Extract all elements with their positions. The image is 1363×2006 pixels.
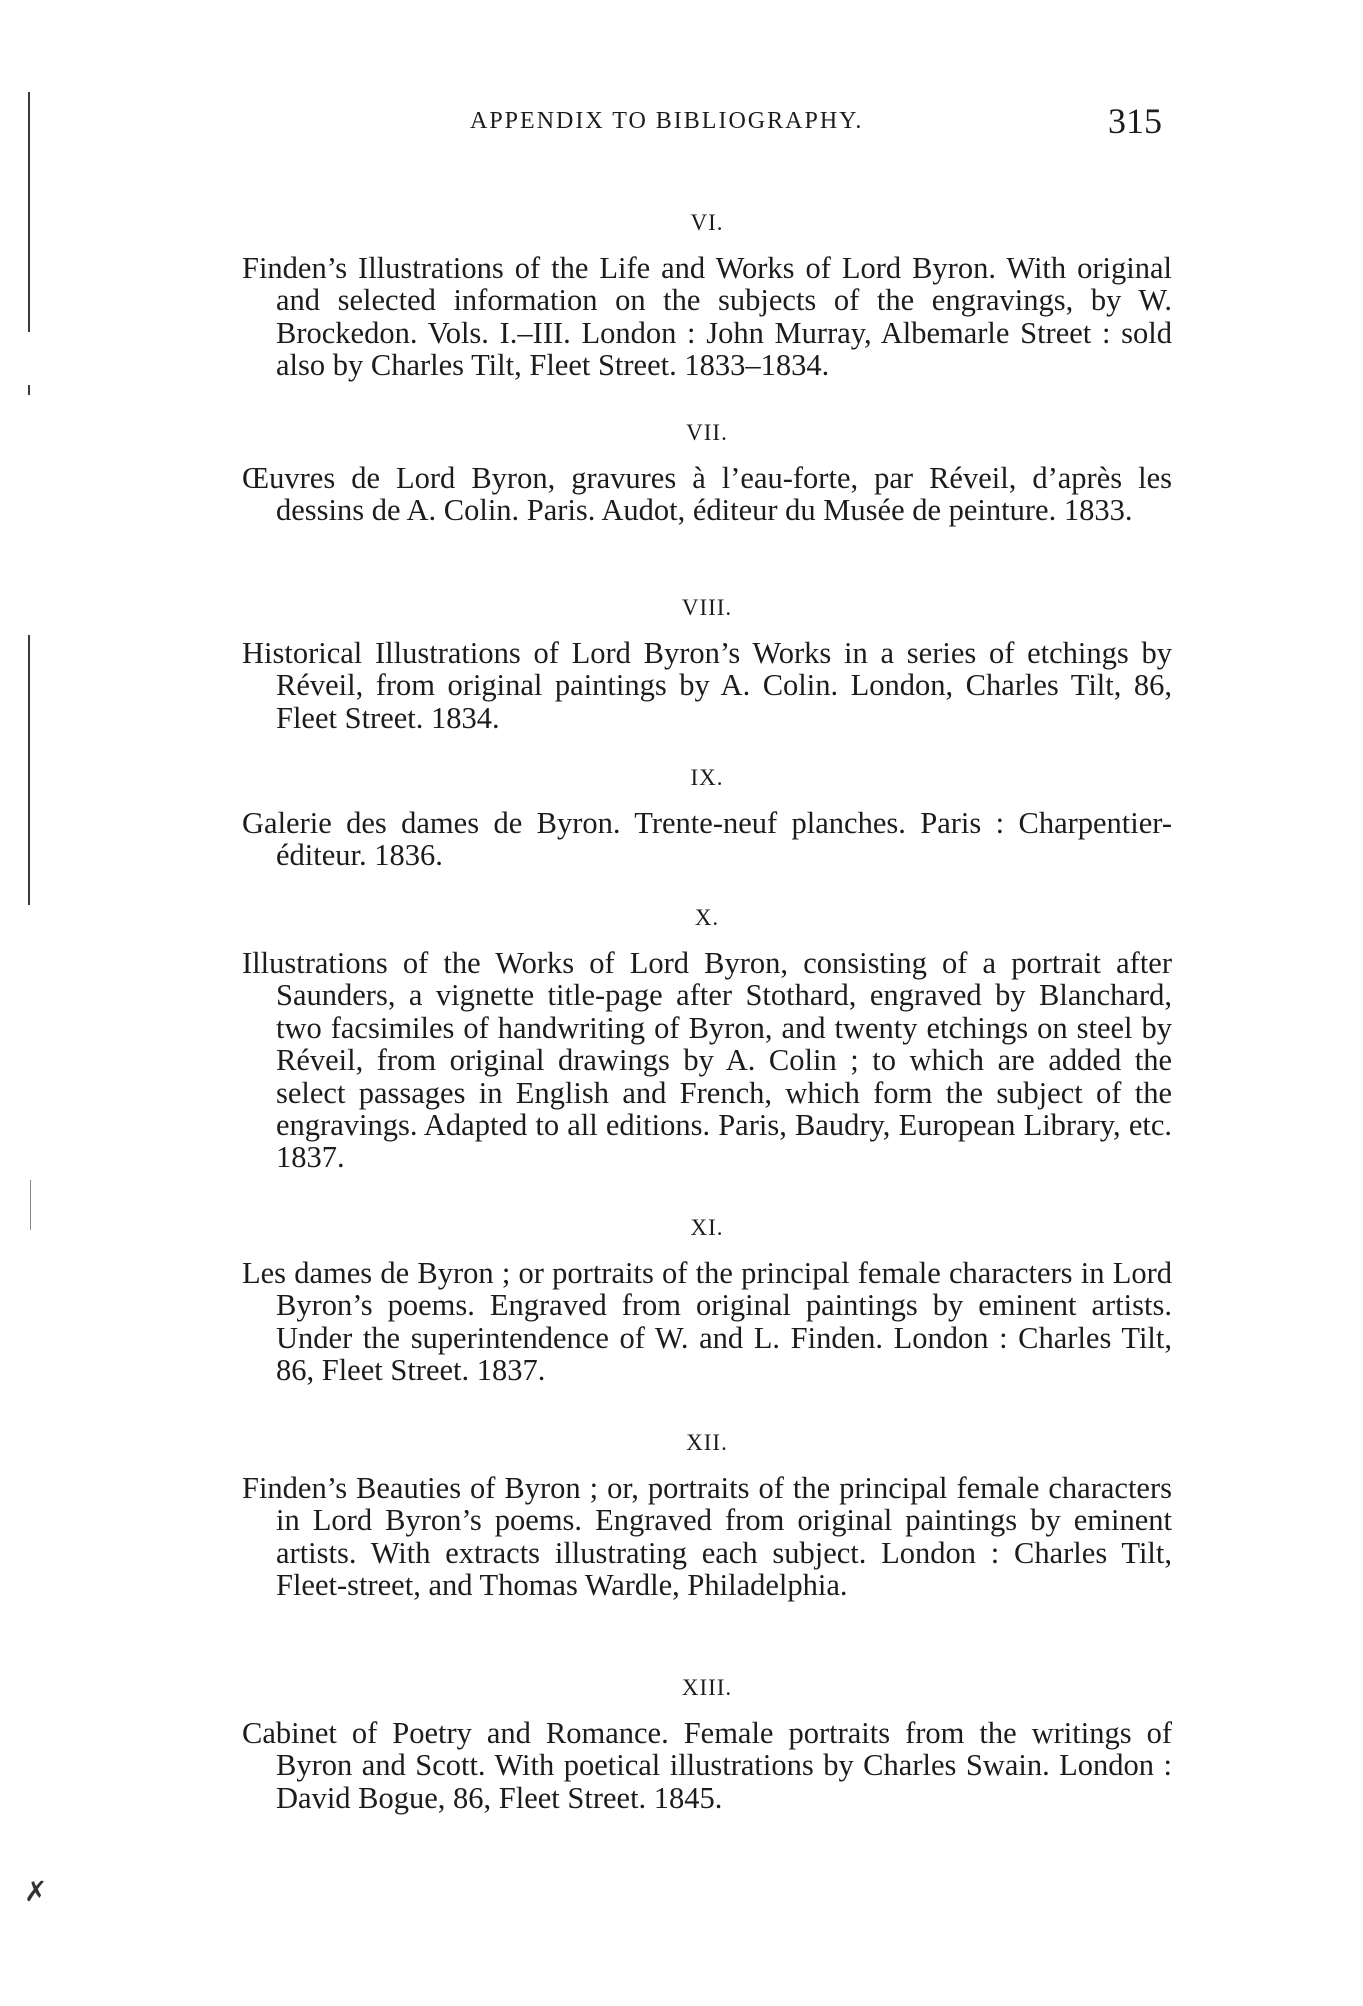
entry-xi	[242, 1205, 1172, 1387]
entry-vi	[242, 200, 1172, 382]
entry-text: Cabinet of Poetry and Romance. Female portraits from the writings of Byron and Scott. With poetical illustrations by Charles Swain. London : David Bogue, 86, Fleet Street. 1845.	[242, 1716, 1172, 1815]
entry-number: VI.	[690, 210, 724, 235]
entry-text: Historical Illustrations of Lord Byron’s Works in a series of etchings by Réveil, from original paintings by A. Colin. London, Charles Tilt, 86, Fleet Street. 1834.	[242, 636, 1172, 735]
entry-xiii	[242, 1665, 1172, 1814]
entry-number: XI.	[690, 1215, 724, 1240]
margin-ink-mark-icon: ✗	[24, 1877, 48, 1908]
entry-text: Les dames de Byron ; or portraits of the principal female characters in Lord Byron’s poems. Engraved from original paintings by eminent artists. Under the superintendence of W. and L. Finden. London : Charles Tilt, 86, Fleet Street. 1837.	[242, 1256, 1172, 1388]
margin-scan-line	[30, 1180, 31, 1230]
margin-scan-line	[28, 635, 30, 905]
entry-number: VII.	[686, 420, 728, 445]
entry-viii	[242, 585, 1172, 734]
entry-text: Illustrations of the Works of Lord Byron, consisting of a portrait after Saunders, a vignette title-page after Stothard, engraved by Blanchard, two facsimiles of handwriting of Byron, and twenty etchings on steel by Réveil, from original drawings by A. Colin ; to which are added the select passages in English and French, which form the subject of the engravings. Adapted to all editions. Paris, Baudry, European Library, etc. 1837.	[242, 946, 1172, 1175]
entry-number: VIII.	[681, 595, 733, 620]
entry-text: Œuvres de Lord Byron, gravures à l’eau-forte, par Réveil, d’après les dessins de A. Colin. Paris. Audot, éditeur du Musée de peinture. 1833.	[242, 461, 1172, 528]
entry-number: XIII.	[681, 1675, 733, 1700]
entry-number: X.	[694, 905, 720, 930]
entry-vii	[242, 410, 1172, 527]
entry-x	[242, 895, 1172, 1174]
entry-text: Galerie des dames de Byron. Trente-neuf planches. Paris : Charpentier-éditeur. 1836.	[242, 806, 1172, 873]
entry-xii	[242, 1420, 1172, 1602]
entry-ix	[242, 755, 1172, 872]
entry-number: IX.	[690, 765, 724, 790]
entry-text: Finden’s Illustrations of the Life and Works of Lord Byron. With original and selected information on the subjects of the engravings, by W. Brockedon. Vols. I.–III. London : John Murray, Albemarle Street : sold also by Charles Tilt, Fleet Street. 1833–1834.	[242, 251, 1172, 383]
margin-scan-line	[28, 92, 30, 332]
entry-text: Finden’s Beauties of Byron ; or, portraits of the principal female characters in Lord Byron’s poems. Engraved from original paintings by eminent artists. With extracts illustrating each subject. London : Charles Tilt, Fleet-street, and Thomas Wardle, Philadelphia.	[242, 1471, 1172, 1603]
running-title: APPENDIX TO BIBLIOGRAPHY.	[470, 108, 864, 134]
margin-scan-line	[28, 385, 30, 395]
page-number: 315	[1108, 101, 1162, 141]
entry-number: XII.	[686, 1430, 728, 1455]
